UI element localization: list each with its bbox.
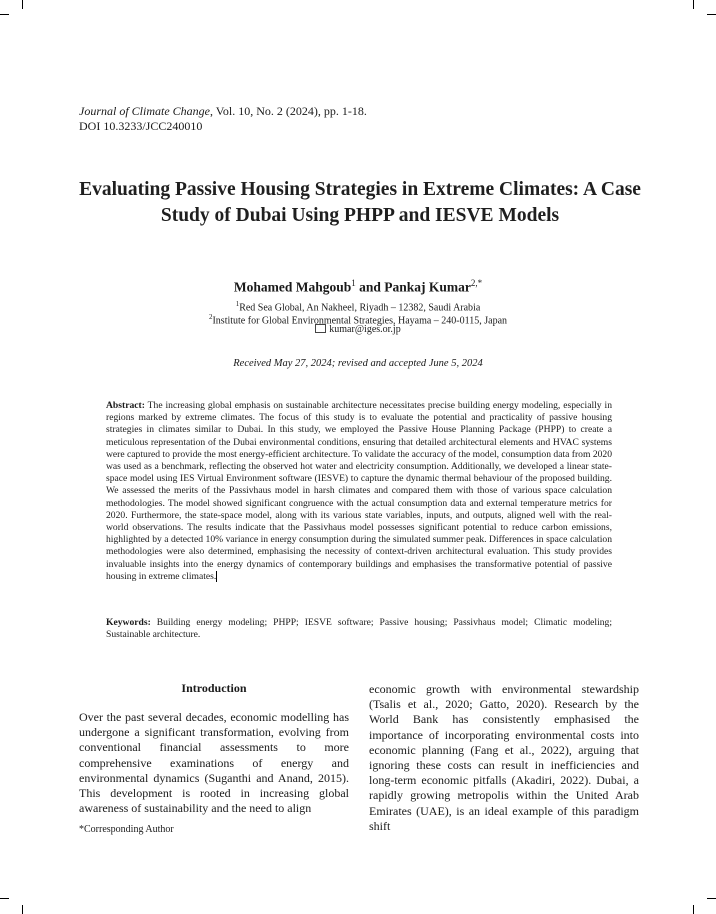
email-text[interactable]: kumar@iges.or.jp [329,324,401,335]
author-name: Pankaj Kumar [384,279,471,295]
authors [0,278,716,296]
affiliation-text: Institute for Global Environmental Strategies, Hayama – 240-0115, Japan [212,315,508,327]
affiliation-text: Red Sea Global, An Nakheel, Riyadh – 12382, Saudi Arabia [239,302,481,314]
keywords-label: Keywords: [106,617,151,628]
received-dates: Received May 27, 2024; revised and accepted June 5, 2024 [233,358,483,369]
crop-mark [22,905,23,914]
crop-mark [0,14,9,15]
crop-mark [707,14,716,15]
journal-details: , Vol. 10, No. 2 (2024), pp. 1-18. [210,104,367,118]
author-affiliation-mark: 2,* [470,278,483,288]
journal-citation [79,104,367,119]
footnote: *Corresponding Author [79,824,174,835]
contact-email [0,324,716,335]
abstract [106,400,612,583]
section-heading-introduction: Introduction [181,681,247,695]
keywords [106,617,612,641]
body-column-right: economic growth with environmental stewardship (Tsalis et al., 2020; Gatto, 2020). Research by the World Bank has consistently emphasised the importance of incorporating environmental costs into economic planning (Fang et al., 2022), arguing that ignoring these costs can result in inefficiencies and long-term economic pitfalls (Akadiri, 2022). Dubai, a rapidly growing metropolis within the United Arab Emirates (UAE), is an ideal example of this paradigm shift [369,682,639,833]
doi: DOI 10.3233/JCC240010 [79,119,203,133]
abstract-label: Abstract: [106,400,145,411]
text-cursor [216,571,217,582]
journal-name: Journal of Climate Change [79,104,210,118]
author-affiliation-mark: 1 [351,278,356,288]
keywords-text: Building energy modeling; PHPP; IESVE software; Passive housing; Passivhaus model; Climatic modeling; Sustainable architecture. [106,617,612,641]
crop-mark [693,905,694,914]
crop-mark [693,0,694,9]
paper-title: Evaluating Passive Housing Strategies in Extreme Climates: A Case Study of Dubai Using PHPP and IESVE Models [79,179,641,226]
envelope-icon [315,324,326,333]
affiliation-mark: 1 [235,300,240,308]
abstract-text: The increasing global emphasis on sustainable architecture necessitates precise building energy modeling, especially in regions marked by extreme climates. The focus of this study is to evaluate the potential and practicality of passive housing strategies in climates similar to Dubai. In this study, we employed the Passive House Planning Package (PHPP) to create a meticulous representation of the Dubai environmental conditions, ensuring that detailed architectural elements and HVAC systems were captured to provide the most energy-efficient architecture. To validate the accuracy of the model, consumption data from 2020 was used as a benchmark, reflecting the observed hot water and electricity consumption. Additionally, we developed a linear state-space model using IES Virtual Environment software (IESVE) to capture the dynamic thermal behaviour of the proposed building. We assessed the merits of the Passivhaus model in harsh climates and compared them with those of various space calculation methodologies. The model showed significant congruence with the actual consumption data and external temperature metrics for 2020. Furthermore, the state-space model, along with its various state variables, inputs, and outputs, aligned well with the real-world observations. The results indicate that the Passivhaus model possesses significant potential to reduce carbon emissions, highlighted by a detected 10% variance in energy consumption during the simulated summer peak. Differences in space calculation methodologies were also determined, emphasising the necessity of context-driven architectural evaluation. This study provides invaluable insights into the energy dynamics of contemporary buildings and emphasises the transformative potential of passive housing in extreme climates. [106,400,613,582]
affiliation-mark: 2 [208,313,213,321]
crop-mark [0,898,9,899]
author-name: Mohamed Mahgoub [233,279,352,295]
body-column-left: Over the past several decades, economic modelling has undergone a significant transformation, evolving from conventional financial assessments to more comprehensive examinations of energy and environmental dynamics (Suganthi and Anand, 2015). This development is rooted in increasing global awareness of sustainability and the need to align [79,710,349,816]
crop-mark [707,898,716,899]
author-connector: and [355,279,385,295]
crop-mark [22,0,23,9]
